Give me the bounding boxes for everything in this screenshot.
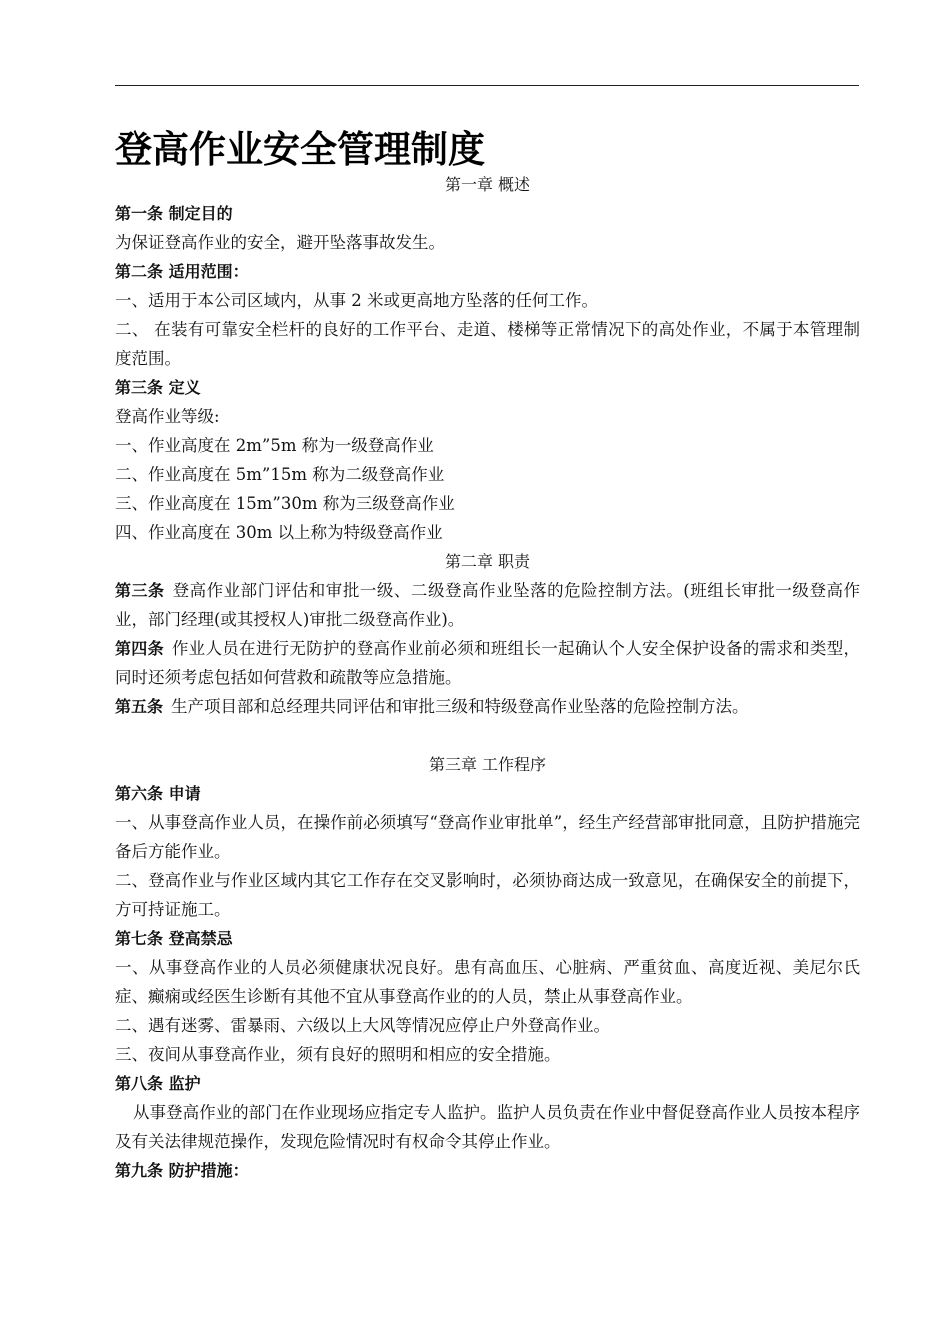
article-6-item-1: 一、从事登高作业人员，在操作前必须填写“登高作业审批单”，经生产经营部审批同意，且防护措施完备后方能作业。 xyxy=(115,813,860,861)
responsibility-article-5 xyxy=(115,692,860,721)
responsibility-article-3-lead: 第三条 xyxy=(115,581,165,600)
article-6-heading: 第六条 申请 xyxy=(115,784,201,803)
chapter-3-heading: 第三章 工作程序 xyxy=(428,755,547,774)
header-rule xyxy=(115,85,859,86)
article-3-level-1: 一、作业高度在 2m”5m 称为一级登高作业 xyxy=(115,436,434,455)
article-1-paragraph: 为保证登高作业的安全，避开坠落事故发生。 xyxy=(115,233,445,252)
article-2-item-2: 二、 在装有可靠安全栏杆的良好的工作平台、走道、楼梯等正常情况下的高处作业，不属于本管理制度范围。 xyxy=(115,320,860,368)
article-7-heading: 第七条 登高禁忌 xyxy=(115,929,233,948)
responsibility-article-5-lead: 第五条 xyxy=(115,697,164,716)
document-title: 登高作业安全管理制度 xyxy=(115,128,485,171)
article-7-item-2: 二、遇有迷雾、雷暴雨、六级以上大风等情况应停止户外登高作业。 xyxy=(115,1016,610,1035)
article-3-heading: 第三条 定义 xyxy=(115,378,201,397)
article-3-level-4: 四、作业高度在 30m 以上称为特级登高作业 xyxy=(115,523,443,542)
article-3-level-3: 三、作业高度在 15m”30m 称为三级登高作业 xyxy=(115,494,455,513)
spacer xyxy=(115,721,860,750)
responsibility-article-3-text: 登高作业部门评估和审批一级、二级登高作业坠落的危险控制方法。(班组长审批一级登高作业，部门经理(或其授权人)审批二级登高作业)。 xyxy=(115,581,860,629)
article-9-heading: 第九条 防护措施： xyxy=(115,1161,249,1180)
chapter-2-heading: 第二章 职责 xyxy=(444,552,531,571)
article-3-intro: 登高作业等级: xyxy=(115,407,220,426)
document-body xyxy=(115,170,860,1185)
article-7-item-3: 三、夜间从事登高作业，须有良好的照明和相应的安全措施。 xyxy=(115,1045,561,1064)
responsibility-article-5-text: 生产项目部和总经理共同评估和审批三级和特级登高作业坠落的危险控制方法。 xyxy=(171,697,749,716)
article-3-level-2: 二、作业高度在 5m”15m 称为二级登高作业 xyxy=(115,465,445,484)
article-2-heading: 第二条 适用范围： xyxy=(115,262,249,281)
responsibility-article-4-lead: 第四条 xyxy=(115,639,164,658)
article-8-paragraph: 从事登高作业的部门在作业现场应指定专人监护。监护人员负责在作业中督促登高作业人员按本程序及有关法律规范操作，发现危险情况时有权命令其停止作业。 xyxy=(115,1103,860,1151)
article-2-item-1: 一、适用于本公司区域内，从事 2 米或更高地方坠落的任何工作。 xyxy=(115,291,598,310)
article-6-item-2: 二、登高作业与作业区域内其它工作存在交叉影响时，必须协商达成一致意见，在确保安全的前提下，方可持证施工。 xyxy=(115,871,860,919)
responsibility-article-3 xyxy=(115,576,860,634)
article-8-heading: 第八条 监护 xyxy=(115,1074,201,1093)
chapter-1-heading: 第一章 概述 xyxy=(444,175,531,194)
responsibility-article-4 xyxy=(115,634,860,692)
responsibility-article-4-text: 作业人员在进行无防护的登高作业前必须和班组长一起确认个人安全保护设备的需求和类型，同时还须考虑包括如何营救和疏散等应急措施。 xyxy=(115,639,860,687)
article-1-heading: 第一条 制定目的 xyxy=(115,204,233,223)
article-7-item-1: 一、从事登高作业的人员必须健康状况良好。患有高血压、心脏病、严重贫血、高度近视、美尼尔氏症、癫痫或经医生诊断有其他不宜从事登高作业的的人员，禁止从事登高作业。 xyxy=(115,958,860,1006)
